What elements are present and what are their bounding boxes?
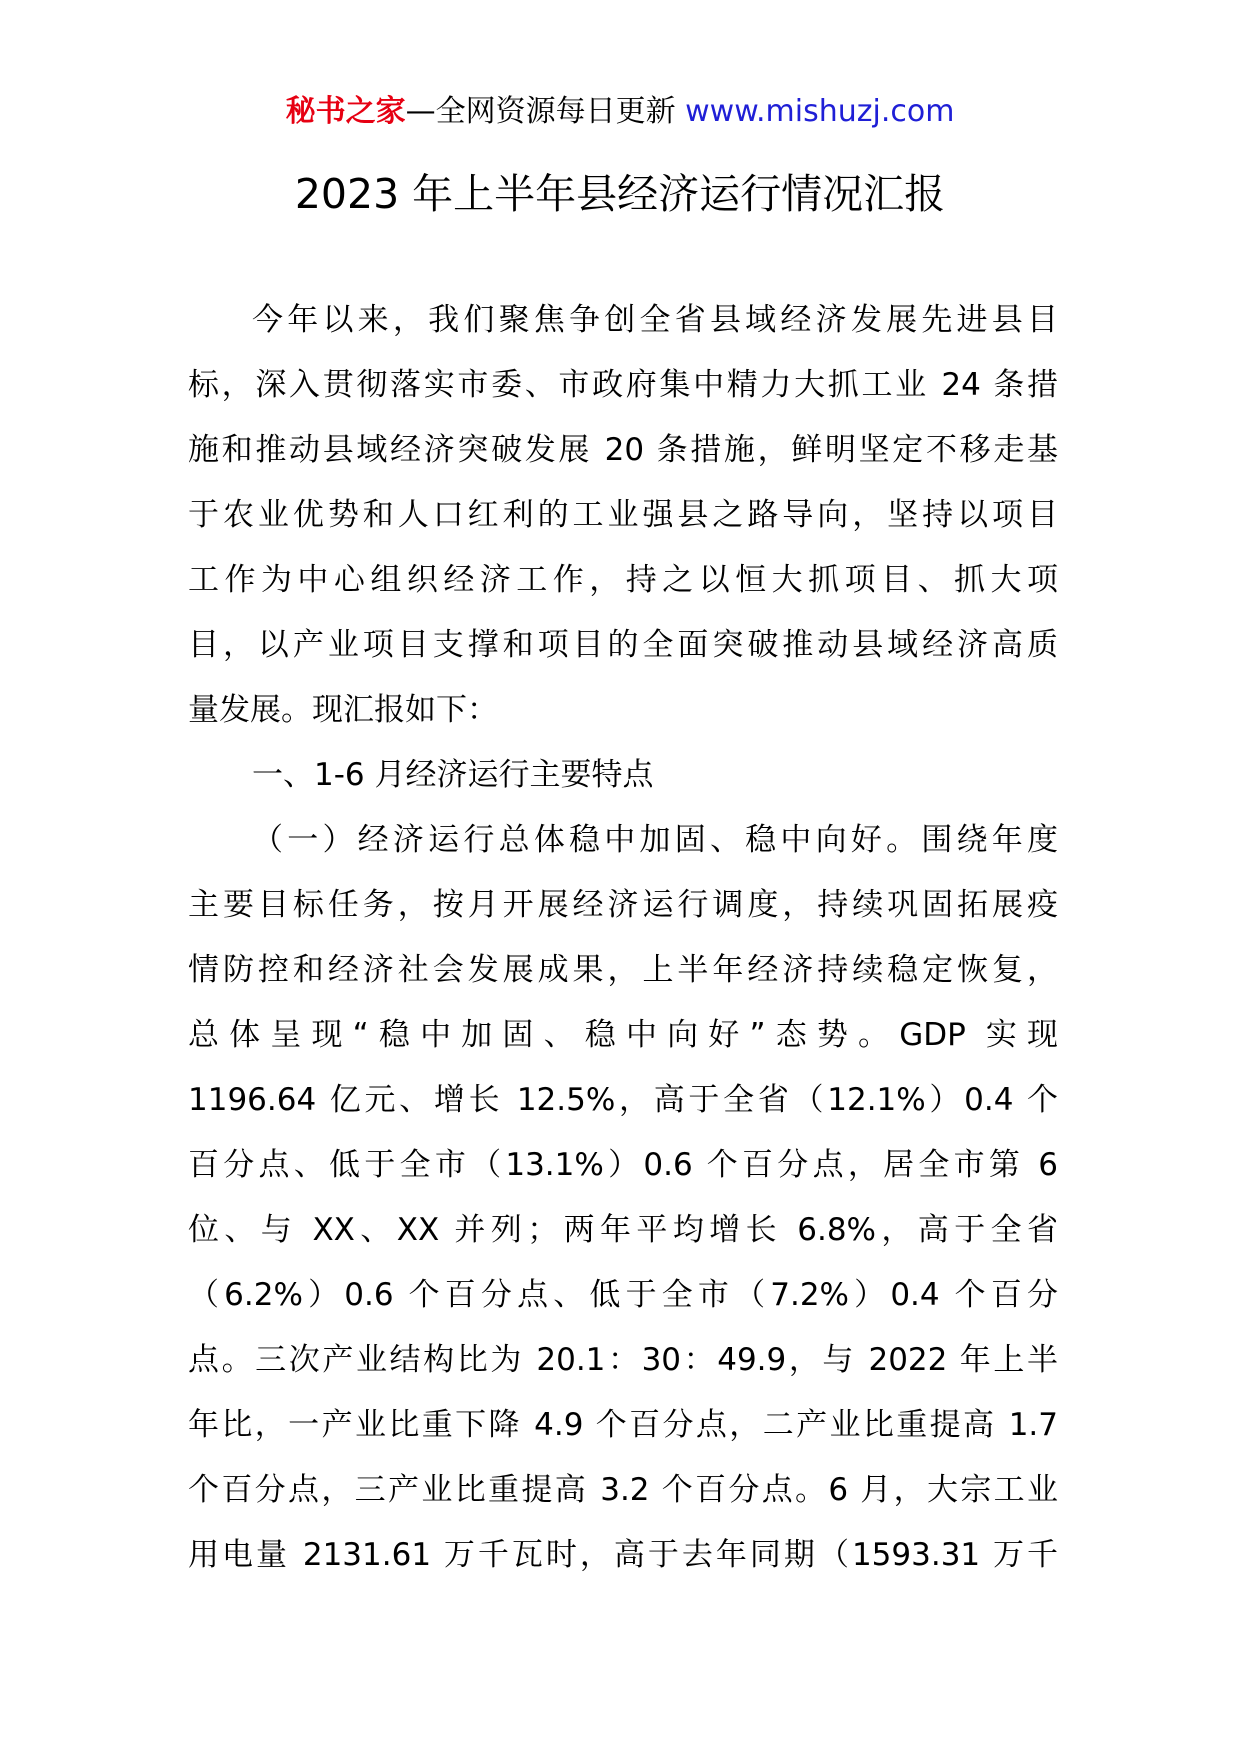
paragraph-line: 目，以产业项目支撑和项目的全面突破推动县域经济高质 [188, 627, 1058, 663]
paragraph-line: 总体呈现“稳中加固、稳中向好”态势。GDP 实现 [188, 1017, 1058, 1053]
paragraph-line: 位、与 XX、XX 并列；两年平均增长 6.8%，高于全省 [188, 1212, 1058, 1248]
paragraph-line: 今年以来，我们聚焦争创全省县域经济发展先进县目 [252, 302, 1058, 338]
paragraph-line: 1196.64 亿元、增长 12.5%，高于全省（12.1%）0.4 个 [188, 1082, 1058, 1118]
document-body [188, 288, 1058, 1588]
paragraph-line: 量发展。现汇报如下： [188, 692, 498, 728]
paragraph-line: 工作为中心组织经济工作，持之以恒大抓项目、抓大项 [188, 562, 1058, 598]
paragraph-line: 于农业优势和人口红利的工业强县之路导向，坚持以项目 [188, 497, 1058, 533]
section-heading: 一、1-6 月经济运行主要特点 [252, 757, 654, 793]
paragraph-line: 百分点、低于全市（13.1%）0.6 个百分点，居全市第 6 [188, 1147, 1058, 1183]
paragraph-line: 标，深入贯彻落实市委、市政府集中精力大抓工业 24 条措 [188, 367, 1058, 403]
document-title: 2023 年上半年县经济运行情况汇报 [294, 170, 946, 218]
site-header [0, 92, 1240, 132]
paragraph-line: 情防控和经济社会发展成果，上半年经济持续稳定恢复， [188, 952, 1058, 988]
paragraph-line: （一）经济运行总体稳中加固、稳中向好。围绕年度 [252, 822, 1058, 858]
paragraph-line: （6.2%）0.6 个百分点、低于全市（7.2%）0.4 个百分 [188, 1277, 1058, 1313]
site-url-link[interactable]: www.mishuzj.com [685, 94, 955, 129]
paragraph-line: 个百分点，三产业比重提高 3.2 个百分点。6 月，大宗工业 [188, 1472, 1058, 1508]
paragraph-line: 年比，一产业比重下降 4.9 个百分点，二产业比重提高 1.7 [188, 1407, 1058, 1443]
paragraph-line: 施和推动县域经济突破发展 20 条措施，鲜明坚定不移走基 [188, 432, 1058, 468]
paragraph-line: 点。三次产业结构比为 20.1：30：49.9，与 2022 年上半 [188, 1342, 1058, 1378]
paragraph-line: 用电量 2131.61 万千瓦时，高于去年同期（1593.31 万千 [188, 1537, 1058, 1573]
paragraph-line: 主要目标任务，按月开展经济运行调度，持续巩固拓展疫 [188, 887, 1058, 923]
brand-name: 秘书之家 [285, 94, 406, 129]
header-tagline: —全网资源每日更新 [405, 94, 686, 129]
